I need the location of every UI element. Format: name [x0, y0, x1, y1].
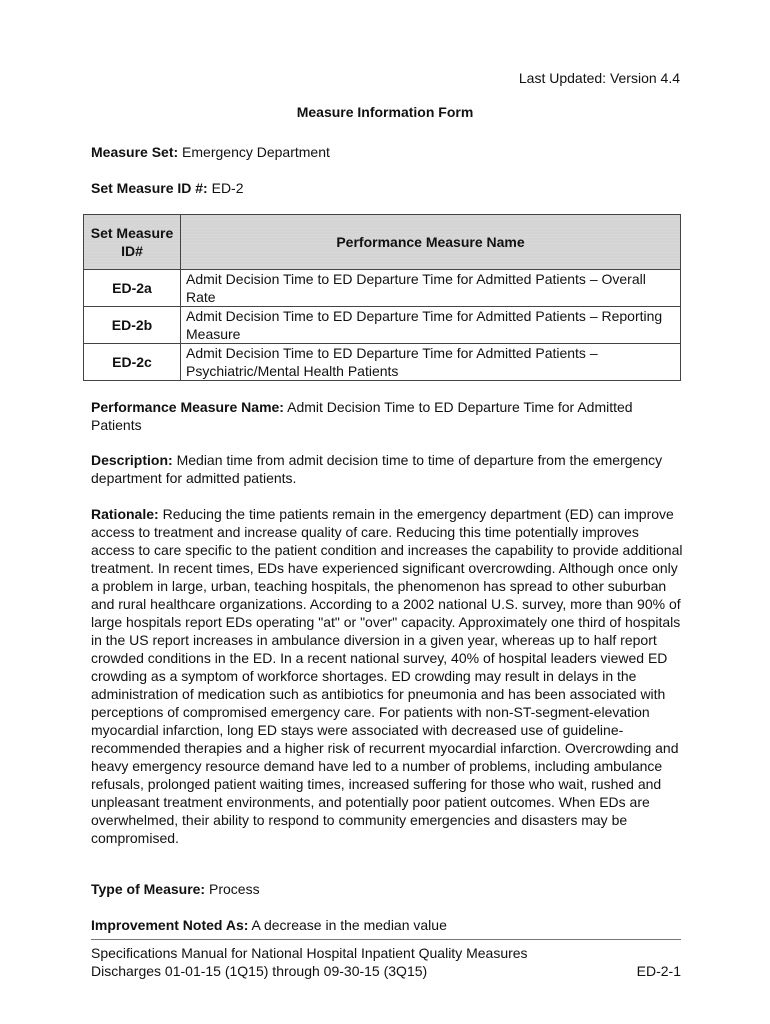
- performance-measure-name-section: [91, 398, 683, 434]
- last-updated: Last Updated: Version 4.4: [518, 70, 680, 86]
- table-row: [84, 270, 681, 307]
- measure-set-label: Measure Set:: [91, 144, 179, 160]
- type-of-measure-section: [91, 880, 683, 898]
- set-measure-id-field: [91, 179, 244, 197]
- description-label: Description:: [91, 452, 173, 468]
- rationale-label: Rationale:: [91, 506, 159, 522]
- measure-set-field: [91, 143, 330, 161]
- footer-divider: [91, 939, 681, 940]
- set-measure-id-label: Set Measure ID #:: [91, 180, 208, 196]
- description-section: [91, 451, 683, 487]
- performance-measure-name-label: Performance Measure Name:: [91, 399, 284, 415]
- footer-page-number: ED-2-1: [636, 963, 681, 979]
- measure-name-cell: Admit Decision Time to ED Departure Time for Admitted Patients – Psychiatric/Mental Health Patients: [181, 344, 681, 381]
- col-header-set-measure-id: Set Measure ID#: [84, 215, 181, 270]
- type-of-measure-value: Process: [209, 881, 260, 897]
- measure-id-cell: ED-2a: [84, 270, 181, 307]
- improvement-noted-section: [91, 916, 683, 934]
- type-of-measure-label: Type of Measure:: [91, 881, 206, 897]
- measure-set-value: Emergency Department: [182, 144, 330, 160]
- improvement-noted-label: Improvement Noted As:: [91, 917, 249, 933]
- description-value: Median time from admit decision time to time of departure from the emergency department for admitted patients.: [91, 452, 663, 486]
- measure-name-cell: Admit Decision Time to ED Departure Time for Admitted Patients – Reporting Measure: [181, 307, 681, 344]
- footer-discharge-line: [91, 962, 681, 980]
- set-measure-id-value: ED-2: [211, 180, 244, 196]
- measures-table: [83, 214, 681, 381]
- footer-manual-title: Specifications Manual for National Hospital Inpatient Quality Measures: [91, 945, 528, 961]
- form-title: Measure Information Form: [296, 104, 474, 120]
- measure-id-cell: ED-2b: [84, 307, 181, 344]
- rationale-section: [91, 505, 683, 847]
- table-header-row: [84, 215, 681, 270]
- footer-discharge-range: Discharges 01-01-15 (1Q15) through 09-30-15 (3Q15): [91, 963, 428, 979]
- footer: [91, 944, 681, 980]
- rationale-value: Reducing the time patients remain in the emergency department (ED) can improve access to treatment and increase quality of care. Reducing this time potentially improves access to care specific to the patient condition and increases the capability to provide additional treatment. In recent times, EDs have experienced significant overcrowding. Although once only a problem in large, urban, teaching hospitals, the phenomenon has spread to other suburban and rural healthcare organizations. According to a 2002 national U.S. survey, more than 90% of large hospitals report EDs operating "at" or "over" capacity. Approximately one third of hospitals in the US report increases in ambulance diversion in a given year, whereas up to half report crowded conditions in the ED. In a recent national survey, 40% of hospital leaders viewed ED crowding as a symptom of workforce shortages. ED crowding may result in delays in the administration of medication such as antibiotics for pneumonia and has been associated with perceptions of compromised emergency care. For patients with non-ST-segment-elevation myocardial infarction, long ED stays were associated with decreased use of guideline-recommended therapies and a higher risk of recurrent myocardial infarction. Overcrowding and heavy emergency resource demand have led to a number of problems, including ambulance refusals, prolonged patient waiting times, increased suffering for those who wait, rushed and unpleasant treatment environments, and potentially poor patient outcomes. When EDs are overwhelmed, their ability to respond to community emergencies and disasters may be compromised.: [91, 506, 683, 846]
- performance-measure-name-value: Admit Decision Time to ED Departure Time for Admitted Patients: [91, 399, 633, 433]
- table-row: [84, 307, 681, 344]
- table-row: [84, 344, 681, 381]
- col-header-measure-name: Performance Measure Name: [181, 215, 681, 270]
- measure-id-cell: ED-2c: [84, 344, 181, 381]
- measure-name-cell: Admit Decision Time to ED Departure Time for Admitted Patients – Overall Rate: [181, 270, 681, 307]
- improvement-noted-value: A decrease in the median value: [251, 917, 447, 933]
